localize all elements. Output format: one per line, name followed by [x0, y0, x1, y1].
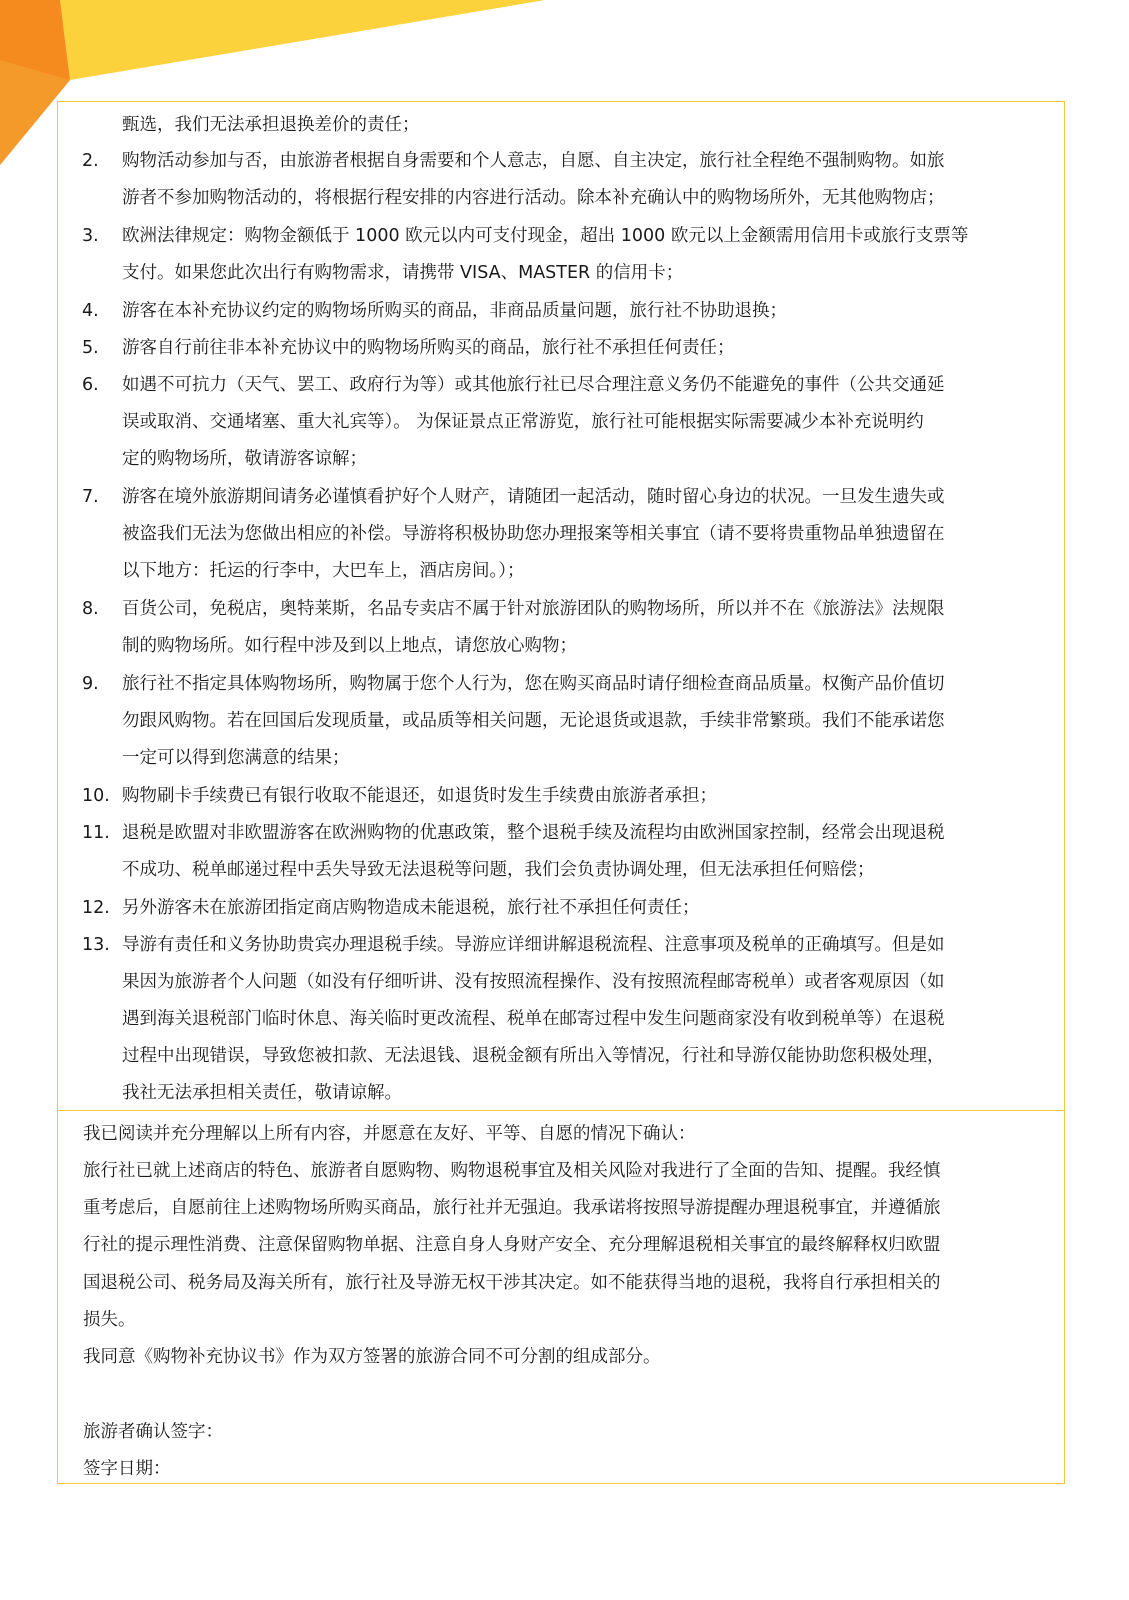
term-number: 5.: [82, 338, 99, 358]
term-line: 一定可以得到您满意的结果；: [122, 748, 350, 768]
term-number: 12.: [82, 898, 110, 918]
term-line: 遇到海关退税部门临时休息、海关临时更改流程、税单在邮寄过程中发生问题商家没有收到税单等）在退税: [122, 1009, 945, 1029]
term-line: 游客自行前往非本补充协议中的购物场所购买的商品，旅行社不承担任何责任；: [122, 338, 735, 358]
term-line: 另外游客未在旅游团指定商店购物造成未能退税，旅行社不承担任何责任；: [122, 898, 700, 918]
confirmation-paragraph-line: 损失。: [83, 1310, 136, 1330]
term-number: 8.: [82, 599, 99, 619]
term-number: 6.: [82, 375, 99, 395]
term-line: 游者不参加购物活动的，将根据行程安排的内容进行活动。除本补充确认中的购物场所外，无其他购物店；: [122, 188, 945, 208]
term-line: 以下地方：托运的行李中，大巴车上，酒店房间。）；: [122, 561, 525, 581]
signature-date-label: 签字日期：: [83, 1459, 171, 1479]
term-line: 欧洲法律规定：购物金额低于 1000 欧元以内可支付现金，超出 1000 欧元以上金额需用信用卡或旅行支票等: [122, 226, 969, 246]
term-number: 2.: [82, 151, 99, 171]
term-line: 购物活动参加与否，由旅游者根据自身需要和个人意志，自愿、自主决定，旅行社全程绝不强制购物。如旅: [122, 151, 945, 171]
term-line: 百货公司，免税店，奥特莱斯，名品专卖店不属于针对旅游团队的购物场所，所以并不在《旅游法》法规限: [122, 599, 945, 619]
term-line: 过程中出现错误，导致您被扣款、无法退钱、退税金额有所出入等情况，行社和导游仅能协助您积极处理，: [122, 1046, 945, 1066]
term-line: 购物刷卡手续费已有银行收取不能退还，如退货时发生手续费由旅游者承担；: [122, 786, 717, 806]
term-line: 制的购物场所。如行程中涉及到以上地点，请您放心购物；: [122, 636, 577, 656]
term-number: 7.: [82, 487, 99, 507]
term-line: 误或取消、交通堵塞、重大礼宾等）。 为保证景点正常游览，旅行社可能根据实际需要减少本补充说明约: [122, 412, 924, 432]
carryover-line: 甄选，我们无法承担退换差价的责任；: [122, 115, 420, 135]
term-line: 果因为旅游者个人问题（如没有仔细听讲、没有按照流程操作、没有按照流程邮寄税单）或者客观原因（如: [122, 972, 945, 992]
agreement-statement: 我同意《购物补充协议书》作为双方签署的旅游合同不可分割的组成部分。: [83, 1347, 661, 1367]
confirmation-paragraph-line: 行社的提示理性消费、注意保留购物单据、注意自身人身财产安全、充分理解退税相关事宜的最终解释权归欧盟: [83, 1235, 941, 1255]
term-line: 支付。如果您此次出行有购物需求，请携带 VISA、MASTER 的信用卡；: [122, 263, 684, 283]
term-number: 10.: [82, 786, 110, 806]
confirmation-intro: 我已阅读并充分理解以上所有内容，并愿意在友好、平等、自愿的情况下确认：: [83, 1124, 696, 1144]
page-frame: [57, 101, 1065, 1484]
term-line: 我社无法承担相关责任，敬请谅解。: [122, 1083, 402, 1103]
term-line: 旅行社不指定具体购物场所，购物属于您个人行为，您在购买商品时请仔细检查商品质量。权衡产品价值切: [122, 674, 945, 694]
term-line: 游客在本补充协议约定的购物场所购买的商品，非商品质量问题，旅行社不协助退换；: [122, 301, 787, 321]
term-line: 游客在境外旅游期间请务必谨慎看护好个人财产，请随团一起活动，随时留心身边的状况。一旦发生遗失或: [122, 487, 945, 507]
term-number: 13.: [82, 935, 110, 955]
term-line: 被盗我们无法为您做出相应的补偿。导游将积极协助您办理报案等相关事宜（请不要将贵重物品单独遗留在: [122, 524, 945, 544]
confirmation-paragraph-line: 旅行社已就上述商店的特色、旅游者自愿购物、购物退税事宜及相关风险对我进行了全面的告知、提醒。我经慎: [83, 1161, 941, 1181]
term-line: 不成功、税单邮递过程中丢失导致无法退税等问题，我们会负责协调处理，但无法承担任何赔偿；: [122, 860, 875, 880]
section-divider: [58, 1110, 1064, 1111]
confirmation-paragraph-line: 国退税公司、税务局及海关所有，旅行社及导游无权干涉其决定。如不能获得当地的退税，我将自行承担相关的: [83, 1273, 941, 1293]
yellow-ribbon: [60, 0, 545, 80]
term-line: 定的购物场所，敬请游客谅解；: [122, 449, 367, 469]
signature-label: 旅游者确认签字：: [83, 1422, 223, 1442]
term-number: 4.: [82, 301, 99, 321]
term-line: 导游有责任和义务协助贵宾办理退税手续。导游应详细讲解退税流程、注意事项及税单的正确填写。但是如: [122, 935, 945, 955]
term-line: 勿跟风购物。若在回国后发现质量，或品质等相关问题，无论退货或退款，手续非常繁琐。我们不能承诺您: [122, 711, 945, 731]
term-line: 如遇不可抗力（天气、罢工、政府行为等）或其他旅行社已尽合理注意义务仍不能避免的事件（公共交通延: [122, 375, 945, 395]
term-number: 9.: [82, 674, 99, 694]
confirmation-paragraph-line: 重考虑后，自愿前往上述购物场所购买商品，旅行社并无强迫。我承诺将按照导游提醒办理退税事宜，并遵循旅: [83, 1198, 941, 1218]
term-number: 11.: [82, 823, 110, 843]
term-number: 3.: [82, 226, 99, 246]
term-line: 退税是欧盟对非欧盟游客在欧洲购物的优惠政策，整个退税手续及流程均由欧洲国家控制，经常会出现退税: [122, 823, 945, 843]
